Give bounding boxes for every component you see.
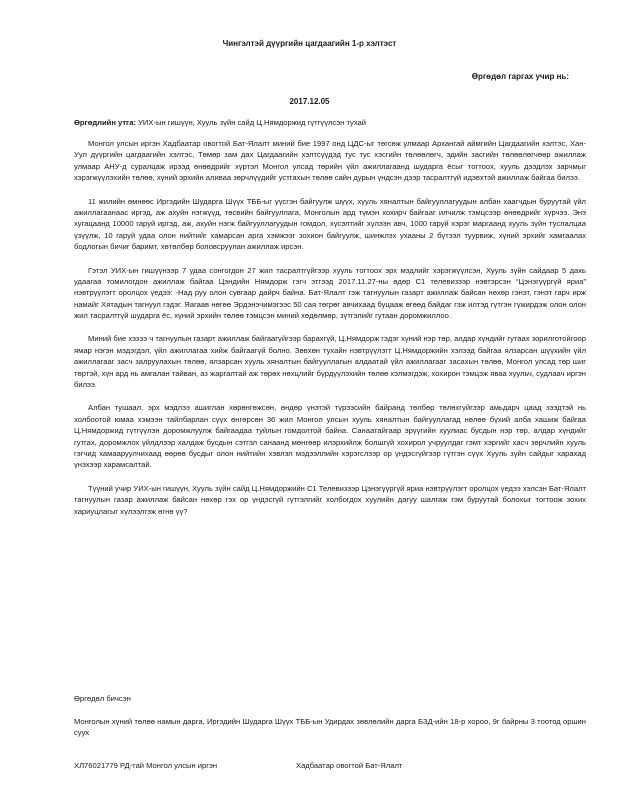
paragraph-4: Миний бие хэзээ ч тагнуулын газарт ажиллаж байгаагүйгээр барахгүй, Ц.Нямдорж гэдэг хүний нэр төр, алдар хүндийг гутаах зорилготойгоор ямар нэгэн мэдэгдэл, үйл ажиллагаа хийж байгаагүй болно. Зөвхөн тухайн нэвтрүүлэгт Ц.Нямдоржийн хэлээд байгаа ялзарсан шүүхийн үйл ажиллагааг засч залруулахын төлөө, ялзарсан хууль хяналтын байгууллагын алдаатай үйл ажиллагааг засахын төлөө, Монгол улсад төр шиг төртэй, хүн ард нь амгалан тайван, аз жаргалтай аж төрөх нөхцлийг бүрдүүлэхийн төлөө хэлмэгдэж, хохирон тэмцэж яваа хуульч, судлаач иргэн билээ. (74, 334, 586, 390)
paragraph-1: Монгол улсын иргэн Хадбаатар овогтой Бат-Ялалт миний бие 1997 онд ЦДС-ыг төгсөж улмаар Архангай аймгийн Цагдаагийн хэлтэс, Хан-Уул дүүргийн цагдаагийн хэлтэс, Төмөр зам дах Цагдаагийн хэлтсүүдэд тус тус хэсгийн төлөөлөгч, эдийн засгийн төлөөлөгчөөр ажиллаж улмаар АНУ-д суралцаж ирээд өнөөдрийг хүртэл Монгол улсад төрийн үйл ажиллагаанд шударга ёсыг тогтоох, хууль дээдлэх зарчмыг хэрэгжүүлэхийн төлөө, хүний эрхийн аливаа зөрчлүүдийг устгахын төлөө сайн дурын үндсэн дээр тасралтгүй идэвхтэй ажиллаж байгаа билээ. (74, 139, 586, 183)
paragraph-3: Гэтэл УИХ-ын гишүүнээр 7 удаа сонгогдон 27 жил тасралтгүйгээр хууль тогтоох эрх мэдлийг хэрэгжүүлсэн, Хууль зүйн сайдаар 5 дахь удаагаа томилогдон ажиллаж байгаа Цэндийн Нямдорж гэгч этгээд 2017.11.27-ны өдөр С1 телевизээр нэвтэрсэн “Цэнэгүүргүй яриа” нэвтрүүлэгт оролцох үедээ: -Над руу олон сувгаар дайрч байна. Бат-Ялалт гэж тагнуулын газарт ажиллаж байсан нөхөр гэнэт, гэнэт гарч ирж намайг Хятадын тагнуул гэдэг. Яагаав нөгөө Эрдэнэчимэгээс 50 сая төгрөг авчихаад буцааж өгөөд байдаг гэж илтэд гүтгэн гүжирдэж олон олон жил тасралтгүй шударга ёс, хүний эрхийн төлөө тэмцсэн миний хөдөлмөр, зүтгэлийг гутаан доромжиллоо. (74, 265, 586, 321)
subject-label: Өргөдлийн утга: (74, 118, 136, 127)
paragraph-2: 11 жилийн өмнөөс Иргэдийн Шударга Шүүх ТББ-ыг үүсгэн байгуулж шүүх, хууль хяналтын байгууллагуудын албан хаагчдын буруутай үйл ажиллагаанаас иргэд, аж ахуйн нэгжүүд, төсвийн байгууллага, Монголын ард түмэн хохирч байгааг илчилж тэмцсээр өнөөдрийг хүрчээ. Энэ хугацаанд 10000 гаруй иргэд, аж, ахуйн нэгж байгууллагуудын гомдол, хүсэлтийг хүлээн авч, 1000 гаруй хэрэг маргаанд хууль зүйн туслалцаа үзүүлж, 10 гаруй удаа олон нийтийг хамарсан арга хэмжээг зохион байгуулж, шинжлэх ухааны 2 бүтээл туурвиж, хүний эрхийг хамгаалах бодлогын бичиг баримт, хөтөлбөр боловсруулан ажиллаж ирсэн. (74, 196, 586, 252)
subject-text: УИХ-ын гишүүн, Хууль зүйн сайд Ц.Нямдоржид гүтгүүлсэн тухай (138, 118, 367, 127)
document-body (74, 138, 586, 529)
paragraph-5: Албан тушаал, эрх мэдлээ ашиглан хөрөнгөжсөн, өндөр үнэтэй түрээсийн байранд төлбөр төлөхгүйгээр амьдарч цаад зээдтэй нь холбоотой юмаа хэмээн тайлбарлан сүүх өнгөрсөн 36 жил Монгол улсын хууль хяналтын байгууллагад нөлөө бүхий алба хашиж байгаа Ц.Нямдоржид гүтгүүлэн доромжлуулж байгаадаа туйлын гомдолтой байна. Санаатайгаар эрүүгийн хуулиас бусдын нэр төр, алдар хүндийг гутгах, доромжлох үйлдлээр халдаж бусдын сэтгэл санаанд мөнгөөр илэрхийлж болшгүй хохирол учруулдаг гэмт хэргийг хасч зөрчлийн хууль гэгчид хамааруулчихаад өөрөө бусдыг олон нийтийн хэвлэл мэдээллийн хэрэгслээр ор үндэсгүйгээр гүтгэн сүүх Хууль зүйн сайдыг харахад үнэхээр харамсалтай. (74, 403, 586, 470)
subject-line (74, 117, 574, 128)
document-heading: Чингэлтэй дүүргийн цагдаагийн 1-р хэлтэст (222, 39, 397, 48)
request-intro: Өргөдөл гаргах учир нь: (471, 72, 569, 81)
sender-details: Монголын хүний төлөө намын дарга, Иргэдийн Шударга Шүүх ТББ-ын Удирдах зөвлөлийн дарга БЗД-ийн 18-р хороо, 9г байрны 3 тоотод оршин суух (74, 717, 586, 738)
sender-id: ХЛ76021779 РД-тай Монгол улсын иргэн (74, 761, 218, 770)
document-date: 2017.12.05 (289, 97, 330, 106)
paragraph-6: Түүний учир УИХ-ын гишүүн, Хууль зүйн сайд Ц.Нямдоржийн С1 Телевизээр Цэнэгүүргүй яриа нэвтрүүлэгт оролцох үедээ хэлсэн Бат-Ялалт тагнуулын газар ажиллаж байсан нөхөр гэх ор үндэсгүй гүтгэлгийг холбогдох хуулийн дагуу шалгаж гэм буруутай болохыг тогтоож зохих хариуцлагыг хүлээлгэж өгнө үү? (74, 483, 586, 516)
signoff: Өргөдөл бичсэн (74, 694, 131, 703)
sender-name: Хадбаатар овогтой Бат-Ялалт (296, 761, 403, 770)
